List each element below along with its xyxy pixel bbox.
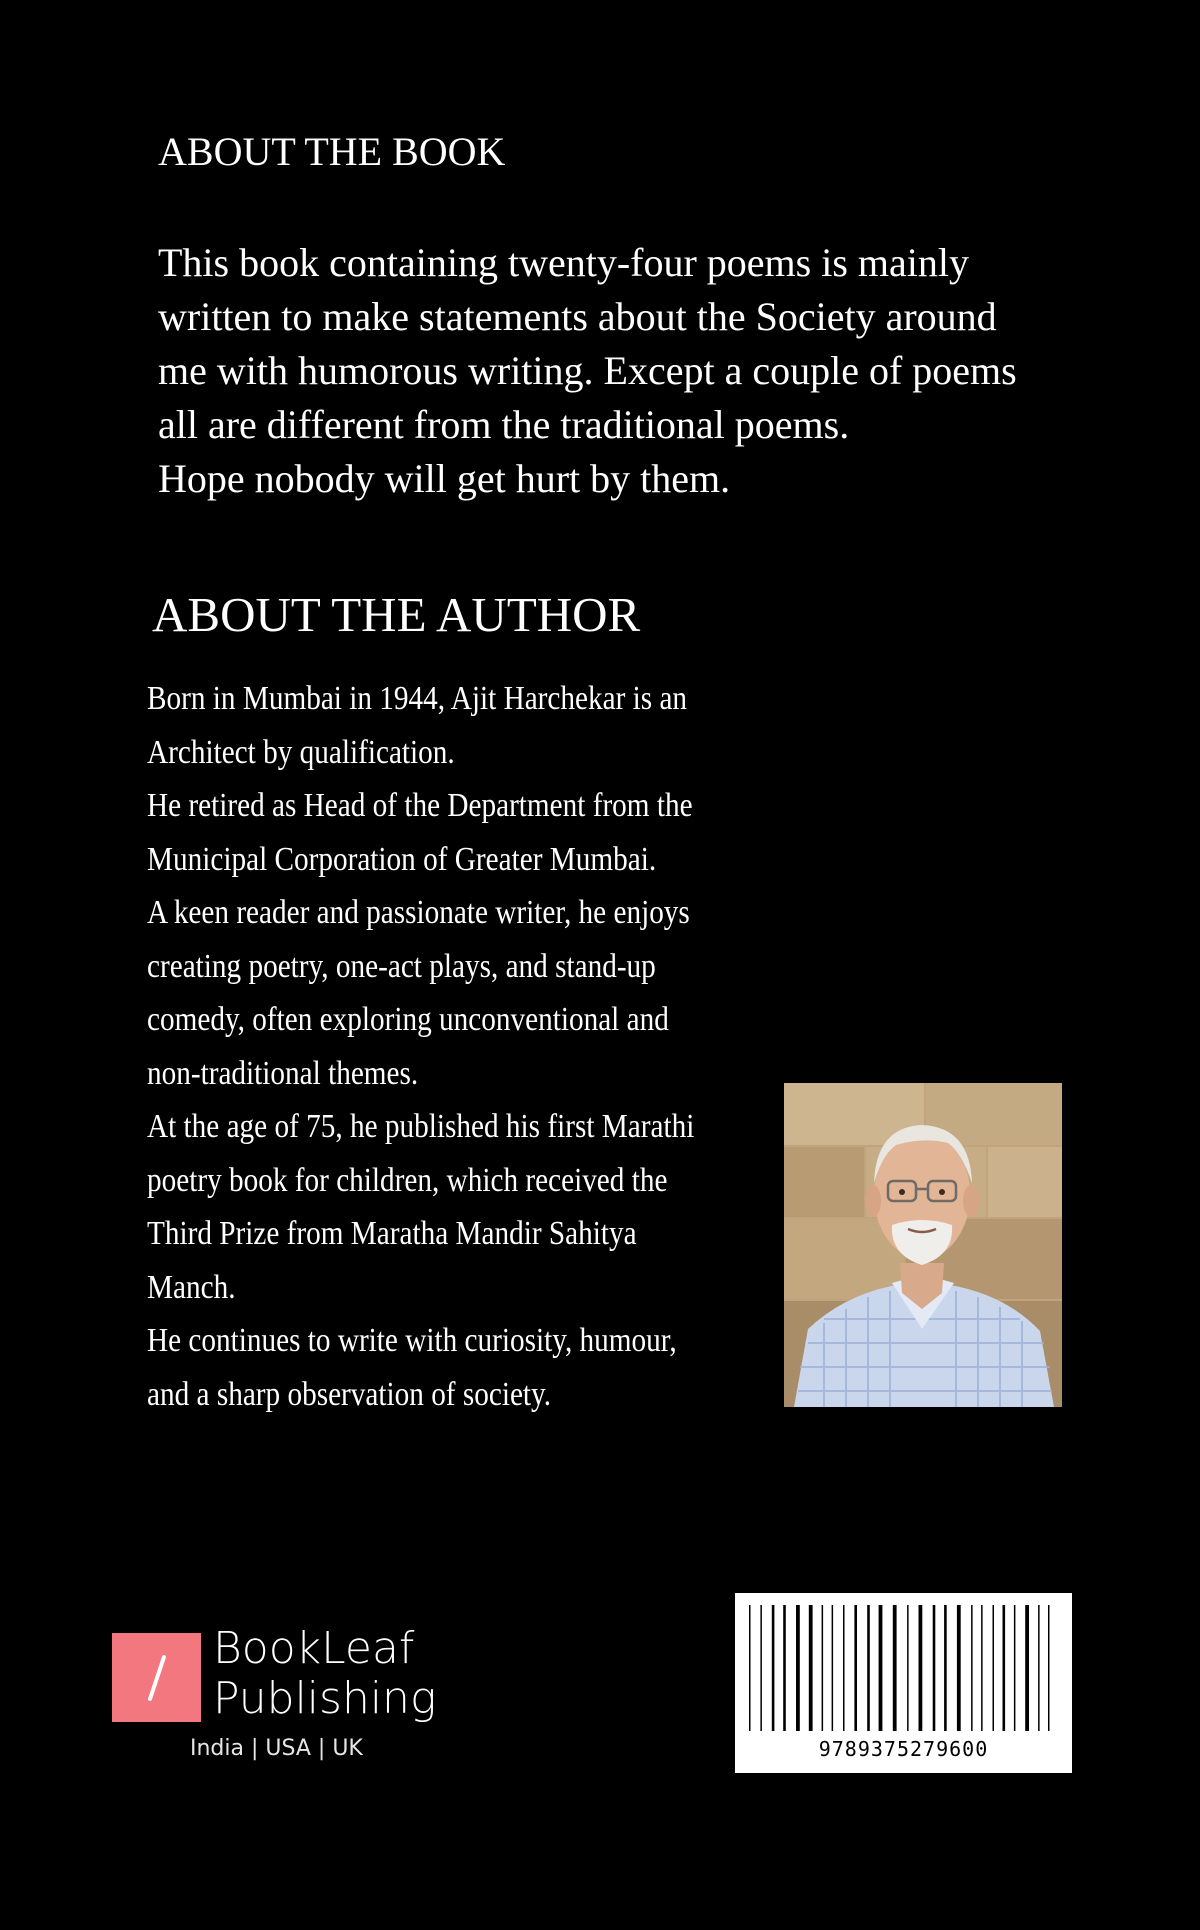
publisher-regions: India | USA | UK [190,1736,363,1761]
barcode-bar [1014,1605,1016,1731]
barcode-bar [957,1605,961,1731]
barcode-bar [919,1605,923,1731]
barcode-bar [749,1605,751,1731]
publisher-logo-mark [112,1633,201,1722]
barcode-bar [879,1605,883,1731]
barcode-bar [783,1605,786,1731]
about-author-line: and a sharp observation of society. [147,1375,552,1413]
about-book-line: written to make statements about the Society around [158,294,997,339]
publisher-name [213,1624,436,1724]
about-author-line: non-traditional themes. [147,1054,419,1092]
about-book-heading: ABOUT THE BOOK [158,129,506,174]
slash-icon [112,1633,201,1722]
barcode-bar [772,1605,775,1731]
about-author-line: He retired as Head of the Department from the [147,787,693,824]
barcode-bar [893,1605,897,1731]
about-book-line: Hope nobody will get hurt by them. [158,456,731,501]
about-author-line: comedy, often exploring unconventional and [147,1001,669,1038]
barcode-bar [981,1605,983,1731]
publisher-logo [112,1623,452,1770]
about-author-line: At the age of 75, he published his first Marathi [147,1108,695,1145]
barcode-bar [843,1605,845,1731]
barcode-bar [933,1605,936,1731]
barcode-bar [971,1605,973,1731]
author-portrait-illustration [784,1083,1062,1407]
barcode-bar [1025,1605,1029,1731]
about-author-line: creating poetry, one-act plays, and stand-up [147,947,656,985]
publisher-name-line2: Publishing [213,1673,437,1724]
about-author-line: Municipal Corporation of Greater Mumbai. [147,840,657,878]
about-author-line: He continues to write with curiosity, humour, [147,1322,677,1359]
barcode-bar [760,1605,762,1731]
barcode-bar [854,1605,857,1731]
about-book-line: me with humorous writing. Except a couple of poems [158,348,1017,393]
barcode-bar [993,1605,995,1731]
barcode-bar [809,1605,813,1731]
publisher-name-line1: BookLeaf [213,1623,415,1674]
about-author-line: A keen reader and passionate writer, he enjoys [147,894,690,931]
isbn-barcode [735,1593,1072,1773]
about-book-text [158,236,1078,506]
about-author-heading: ABOUT THE AUTHOR [152,587,641,642]
barcode-bar [1048,1605,1050,1731]
barcode-bar [1038,1605,1040,1731]
barcode-bar [907,1605,909,1731]
about-author-line: Third Prize from Maratha Mandir Sahitya [147,1215,637,1252]
about-author-line: Born in Mumbai in 1944, Ajit Harchekar is an [147,680,688,717]
barcode-bar [1003,1605,1006,1731]
isbn-number: 9789375279600 [818,1737,989,1761]
about-author-line: poetry book for children, which received the [147,1161,668,1199]
barcode-bar [822,1605,824,1731]
about-author-line: Architect by qualification. [147,733,455,771]
barcode-bar [796,1605,800,1731]
about-book-line: all are different from the traditional poems. [158,402,850,447]
barcode-bar [832,1605,834,1731]
author-photo [784,1083,1062,1407]
barcode-bar [944,1605,947,1731]
about-author-line: Manch. [147,1268,236,1306]
barcode-bar [867,1605,870,1731]
about-author-text [147,672,697,1421]
about-book-line: This book containing twenty-four poems is mainly [158,240,969,285]
